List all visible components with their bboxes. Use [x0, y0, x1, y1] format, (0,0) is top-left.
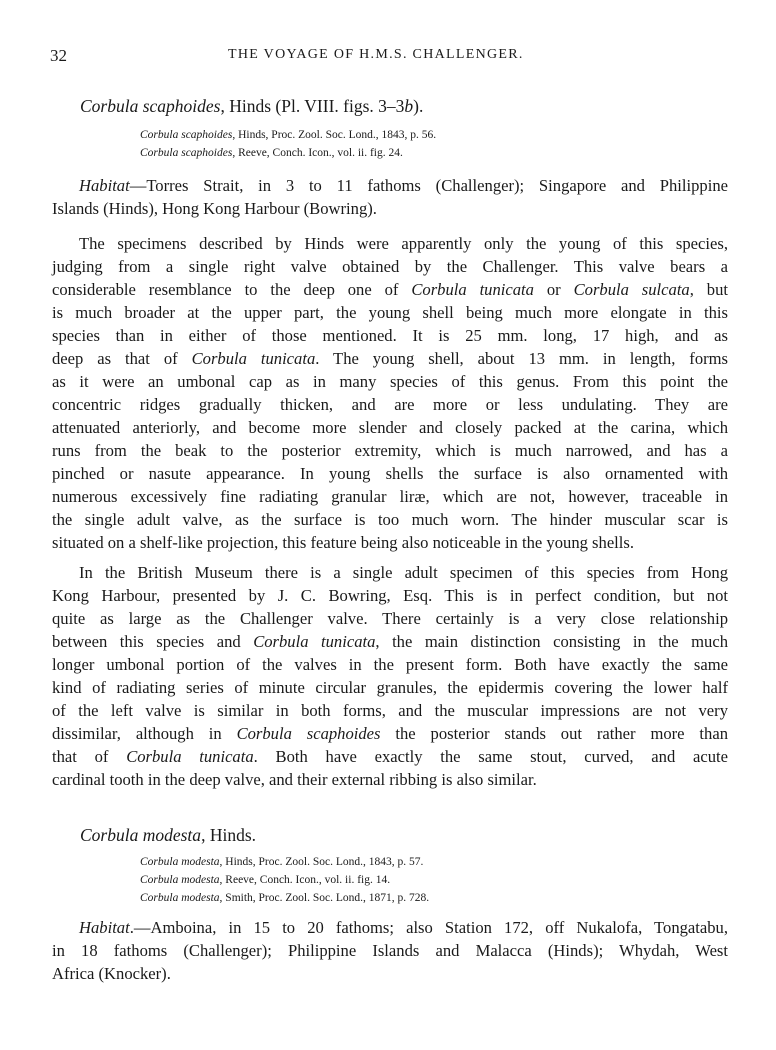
species-heading-scaphoides: Corbula scaphoides, Hinds (Pl. VIII. figs. 3–3b).: [80, 96, 424, 116]
text-line: considerable resemblance to the deep one of Corbula tunicata or Corbula sulcata, but: [52, 280, 728, 299]
text-line: species than in either of those mentioned. It is 25 mm. long, 17 high, and as: [52, 326, 728, 345]
species-heading-modesta: Corbula modesta, Hinds.: [80, 825, 256, 845]
text-line: cardinal tooth in the deep valve, and their external ribbing is also similar.: [52, 770, 537, 789]
text-line: between this species and Corbula tunicata, the main distinction consisting in the much: [52, 632, 728, 651]
habitat-scaphoides: Habitat—Torres Strait, in 3 to 11 fathoms (Challenger); Singapore and Philippine Islands (Hinds), Hong Kong Harbour (Bowring).: [52, 176, 728, 218]
references-modesta: [140, 853, 429, 907]
habitat-modesta: Habitat.—Amboina, in 15 to 20 fathoms; also Station 172, off Nukalofa, Tongatabu, in 18 fathoms (Challenger); Philippine Islands and Malacca (Hinds); Whydah, West Africa (Knocker).: [52, 918, 728, 983]
description-paragraph-1: [52, 232, 728, 554]
text-line: as it were an umbonal cap as in many species of this genus. From this point the: [52, 372, 728, 391]
text-line: of the left valve is similar in both forms, and the muscular impressions are not very: [52, 701, 728, 720]
description-paragraph-2: [52, 561, 728, 791]
page-header: [50, 46, 728, 68]
text-line: The specimens described by Hinds were apparently only the young of this species,: [79, 234, 728, 253]
text-line: numerous excessively fine radiating granular liræ, which are not, however, traceable in: [52, 487, 728, 506]
reference-line: Corbula modesta, Reeve, Conch. Icon., vol. ii. fig. 14.: [140, 874, 391, 886]
references-scaphoides: [140, 126, 436, 162]
reference-line: Corbula modesta, Smith, Proc. Zool. Soc. Lond., 1871, p. 728.: [140, 892, 430, 904]
reference-line: Corbula scaphoides, Hinds, Proc. Zool. Soc. Lond., 1843, p. 56.: [140, 129, 437, 141]
text-line: kind of radiating series of minute circular granules, the epidermis covering the lower half: [52, 678, 728, 697]
species-name: Corbula modesta: [80, 825, 202, 845]
text-line: pinched or nasute appearance. In young shells the surface is also ornamented with: [52, 464, 728, 483]
species-name: Corbula scaphoides: [80, 96, 221, 116]
text-line: runs from the beak to the posterior extremity, which is much narrowed, and has a: [52, 441, 728, 460]
text-line: dissimilar, although in Corbula scaphoides the posterior stands out rather more than: [52, 724, 728, 743]
text-line: concentric ridges gradually thicken, and are more or less undulating. They are: [52, 395, 728, 414]
text-line: longer umbonal portion of the valves in the present form. Both have exactly the same: [52, 655, 728, 674]
text-line: quite as large as the Challenger valve. There certainly is a very close relationship: [52, 609, 728, 628]
text-line: Kong Harbour, presented by J. C. Bowring, Esq. This is in perfect condition, but not: [52, 586, 728, 605]
text-line: the single adult valve, as the surface is too much worn. The hinder muscular scar is: [52, 510, 728, 529]
page-number: 32: [50, 46, 67, 65]
text-line: deep as that of Corbula tunicata. The young shell, about 13 mm. in length, forms: [52, 349, 729, 368]
text-line: that of Corbula tunicata. Both have exactly the same stout, curved, and acute: [52, 747, 728, 766]
running-title: THE VOYAGE OF H.M.S. CHALLENGER.: [228, 47, 524, 62]
text-line: situated on a shelf-like projection, this feature being also noticeable in the young shells.: [52, 533, 635, 552]
text-line: judging from a single right valve obtained by the Challenger. This valve bears a: [52, 257, 728, 276]
text-line: attenuated anteriorly, and become more slender and closely packed at the carina, which: [52, 418, 728, 437]
text-line: In the British Museum there is a single adult specimen of this species from Hong: [79, 563, 728, 582]
text-line: is much broader at the upper part, the young shell being much more elongate in this: [52, 303, 728, 322]
reference-line: Corbula modesta, Hinds, Proc. Zool. Soc. Lond., 1843, p. 57.: [140, 856, 424, 868]
reference-line: Corbula scaphoides, Reeve, Conch. Icon., vol. ii. fig. 24.: [140, 147, 403, 159]
